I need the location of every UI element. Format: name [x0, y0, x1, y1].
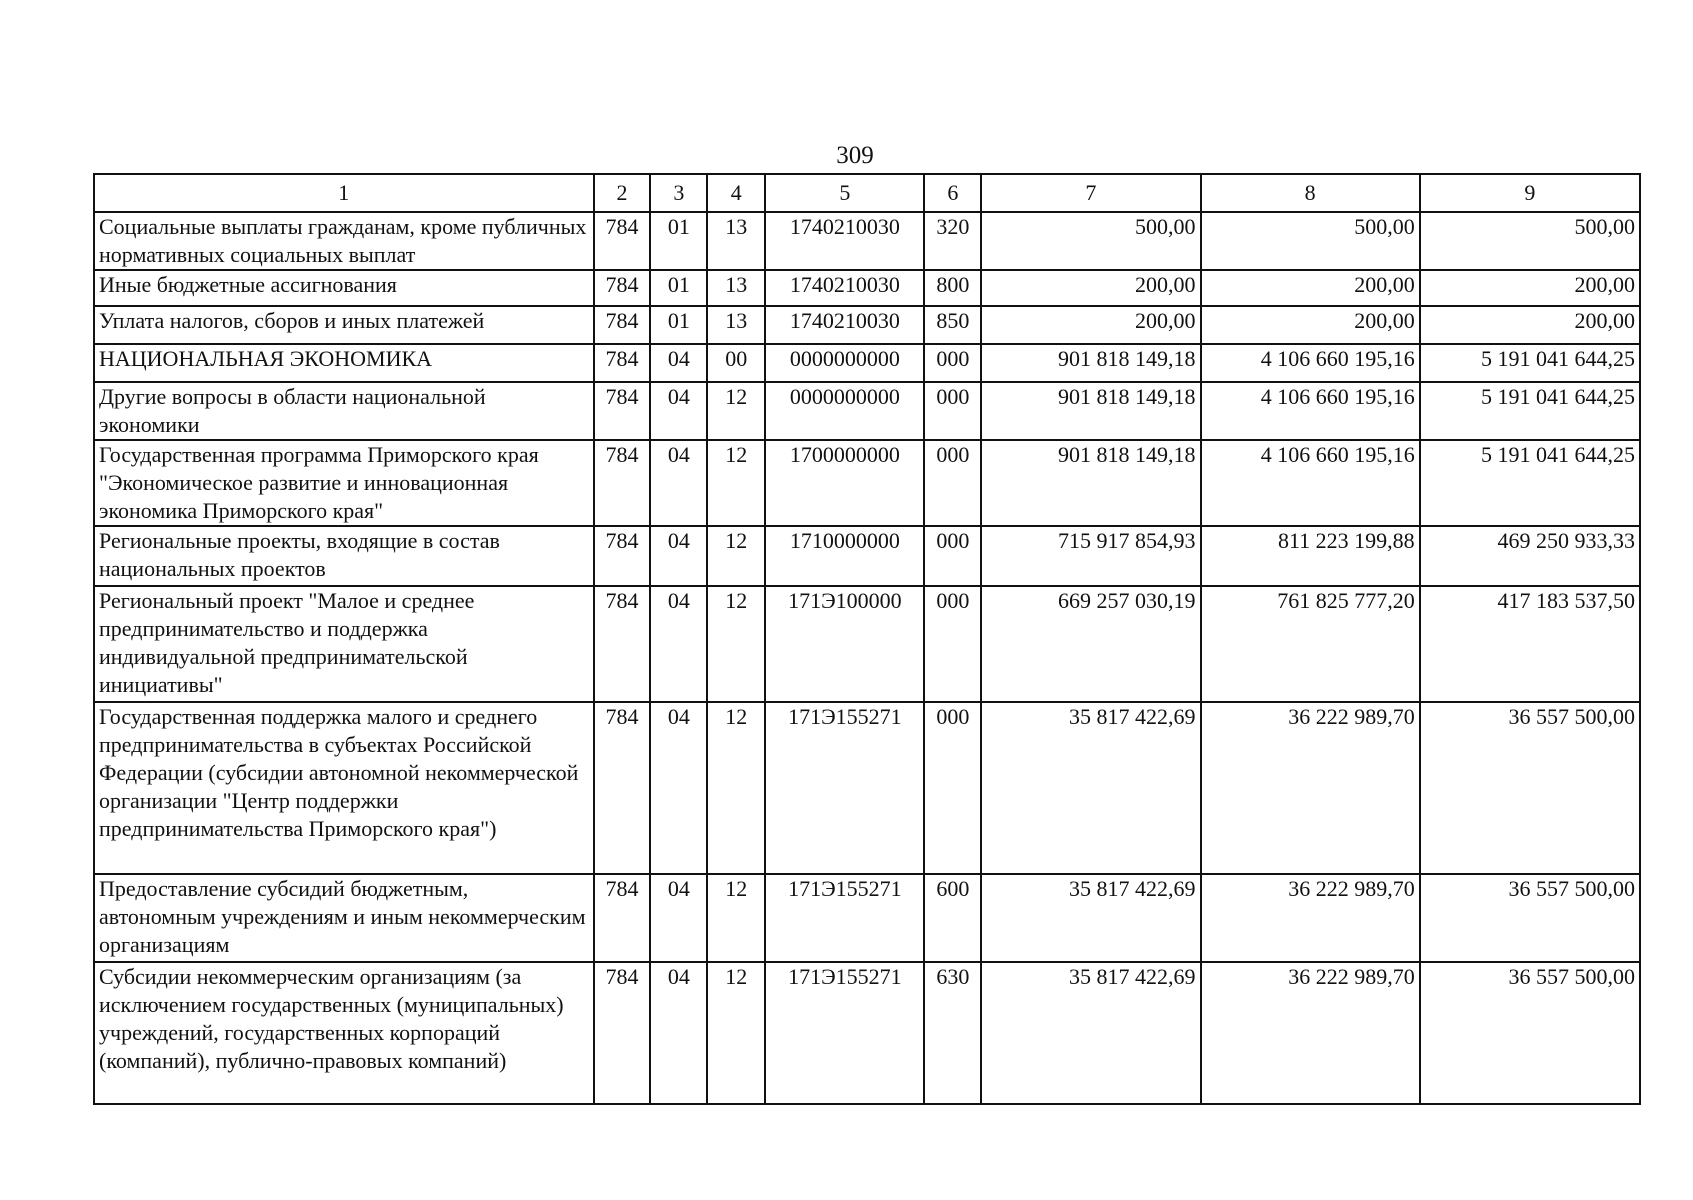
row-amount: 200,00	[981, 270, 1200, 306]
row-code: 784	[594, 270, 651, 306]
row-amount: 5 191 041 644,25	[1420, 382, 1640, 440]
row-code: 784	[594, 874, 651, 962]
row-code: 04	[650, 962, 707, 1104]
row-amount: 469 250 933,33	[1420, 526, 1640, 586]
page-number: 309	[836, 142, 874, 169]
row-amount: 761 825 777,20	[1201, 586, 1420, 702]
row-code: 01	[650, 306, 707, 344]
row-code: 1740210030	[765, 306, 924, 344]
table-row	[94, 212, 1640, 270]
row-code: 04	[650, 526, 707, 586]
row-amount: 901 818 149,18	[981, 344, 1200, 382]
row-name: НАЦИОНАЛЬНАЯ ЭКОНОМИКА	[94, 344, 594, 382]
row-amount: 35 817 422,69	[981, 702, 1200, 874]
row-code: 1740210030	[765, 270, 924, 306]
row-amount: 4 106 660 195,16	[1201, 344, 1420, 382]
row-code: 800	[924, 270, 981, 306]
header-cell: 8	[1201, 174, 1420, 212]
row-code: 171Э155271	[765, 702, 924, 874]
row-amount: 200,00	[981, 306, 1200, 344]
row-code: 000	[924, 702, 981, 874]
row-code: 12	[707, 702, 765, 874]
header-cell: 5	[765, 174, 924, 212]
row-amount: 200,00	[1420, 306, 1640, 344]
table-row	[94, 526, 1640, 586]
row-amount: 811 223 199,88	[1201, 526, 1420, 586]
row-amount: 36 222 989,70	[1201, 874, 1420, 962]
row-code: 000	[924, 586, 981, 702]
row-code: 171Э100000	[765, 586, 924, 702]
budget-table	[93, 173, 1641, 1105]
row-code: 04	[650, 440, 707, 526]
header-cell: 7	[981, 174, 1200, 212]
row-code: 784	[594, 212, 651, 270]
row-code: 784	[594, 440, 651, 526]
row-name: Социальные выплаты гражданам, кроме публичных нормативных социальных выплат	[94, 212, 594, 270]
row-name: Иные бюджетные ассигнования	[94, 270, 594, 306]
row-amount: 5 191 041 644,25	[1420, 440, 1640, 526]
table-row	[94, 702, 1640, 874]
row-amount: 36 222 989,70	[1201, 962, 1420, 1104]
header-row	[94, 174, 1640, 212]
row-amount: 4 106 660 195,16	[1201, 440, 1420, 526]
table-row	[94, 306, 1640, 344]
table-row	[94, 874, 1640, 962]
row-code: 13	[707, 212, 765, 270]
row-code: 04	[650, 702, 707, 874]
row-code: 784	[594, 382, 651, 440]
row-amount: 36 557 500,00	[1420, 962, 1640, 1104]
table-row	[94, 382, 1640, 440]
row-code: 784	[594, 526, 651, 586]
header-cell: 2	[594, 174, 651, 212]
row-code: 1700000000	[765, 440, 924, 526]
row-code: 12	[707, 382, 765, 440]
row-code: 04	[650, 586, 707, 702]
header-cell: 4	[707, 174, 765, 212]
row-amount: 901 818 149,18	[981, 382, 1200, 440]
table-row	[94, 962, 1640, 1104]
row-code: 630	[924, 962, 981, 1104]
row-name: Региональный проект "Малое и среднее предпринимательство и поддержка индивидуальной предпринимательской инициативы"	[94, 586, 594, 702]
row-code: 04	[650, 382, 707, 440]
row-code: 1740210030	[765, 212, 924, 270]
row-code: 01	[650, 212, 707, 270]
row-code: 171Э155271	[765, 874, 924, 962]
row-amount: 5 191 041 644,25	[1420, 344, 1640, 382]
row-amount: 35 817 422,69	[981, 874, 1200, 962]
row-code: 000	[924, 344, 981, 382]
row-name: Другие вопросы в области национальной экономики	[94, 382, 594, 440]
row-amount: 417 183 537,50	[1420, 586, 1640, 702]
row-amount: 200,00	[1201, 306, 1420, 344]
row-code: 320	[924, 212, 981, 270]
row-code: 784	[594, 962, 651, 1104]
row-code: 784	[594, 702, 651, 874]
row-amount: 500,00	[1420, 212, 1640, 270]
row-code: 784	[594, 344, 651, 382]
row-amount: 669 257 030,19	[981, 586, 1200, 702]
row-code: 850	[924, 306, 981, 344]
row-code: 12	[707, 440, 765, 526]
row-code: 600	[924, 874, 981, 962]
row-amount: 35 817 422,69	[981, 962, 1200, 1104]
row-code: 171Э155271	[765, 962, 924, 1104]
row-amount: 500,00	[981, 212, 1200, 270]
table-row	[94, 270, 1640, 306]
row-amount: 901 818 149,18	[981, 440, 1200, 526]
row-name: Уплата налогов, сборов и иных платежей	[94, 306, 594, 344]
table-row	[94, 440, 1640, 526]
row-amount: 200,00	[1420, 270, 1640, 306]
row-name: Субсидии некоммерческим организациям (за исключением государственных (муниципальных) учреждений, государственных корпораций (компаний), публично-правовых компаний)	[94, 962, 594, 1104]
header-cell: 9	[1420, 174, 1640, 212]
row-amount: 36 557 500,00	[1420, 874, 1640, 962]
row-name: Региональные проекты, входящие в состав национальных проектов	[94, 526, 594, 586]
row-amount: 715 917 854,93	[981, 526, 1200, 586]
header-cell: 3	[650, 174, 707, 212]
header-cell: 6	[924, 174, 981, 212]
row-name: Государственная программа Приморского края "Экономическое развитие и инновационная экономика Приморского края"	[94, 440, 594, 526]
row-code: 13	[707, 306, 765, 344]
row-code: 13	[707, 270, 765, 306]
row-amount: 200,00	[1201, 270, 1420, 306]
row-code: 00	[707, 344, 765, 382]
row-amount: 500,00	[1201, 212, 1420, 270]
row-code: 04	[650, 874, 707, 962]
row-code: 12	[707, 526, 765, 586]
row-code: 0000000000	[765, 344, 924, 382]
row-amount: 36 222 989,70	[1201, 702, 1420, 874]
row-amount: 36 557 500,00	[1420, 702, 1640, 874]
row-code: 1710000000	[765, 526, 924, 586]
row-code: 12	[707, 586, 765, 702]
row-code: 01	[650, 270, 707, 306]
row-code: 12	[707, 874, 765, 962]
table-row	[94, 586, 1640, 702]
row-code: 12	[707, 962, 765, 1104]
row-name: Государственная поддержка малого и среднего предпринимательства в субъектах Российской Федерации (субсидии автономной некоммерческой организации "Центр поддержки предпринимательства Приморского края")	[94, 702, 594, 874]
row-name: Предоставление субсидий бюджетным, автономным учреждениям и иным некоммерческим организациям	[94, 874, 594, 962]
row-code: 784	[594, 306, 651, 344]
row-code: 000	[924, 526, 981, 586]
row-code: 000	[924, 382, 981, 440]
row-code: 0000000000	[765, 382, 924, 440]
table-row	[94, 344, 1640, 382]
row-code: 04	[650, 344, 707, 382]
row-code: 784	[594, 586, 651, 702]
row-amount: 4 106 660 195,16	[1201, 382, 1420, 440]
row-code: 000	[924, 440, 981, 526]
header-cell: 1	[94, 174, 594, 212]
